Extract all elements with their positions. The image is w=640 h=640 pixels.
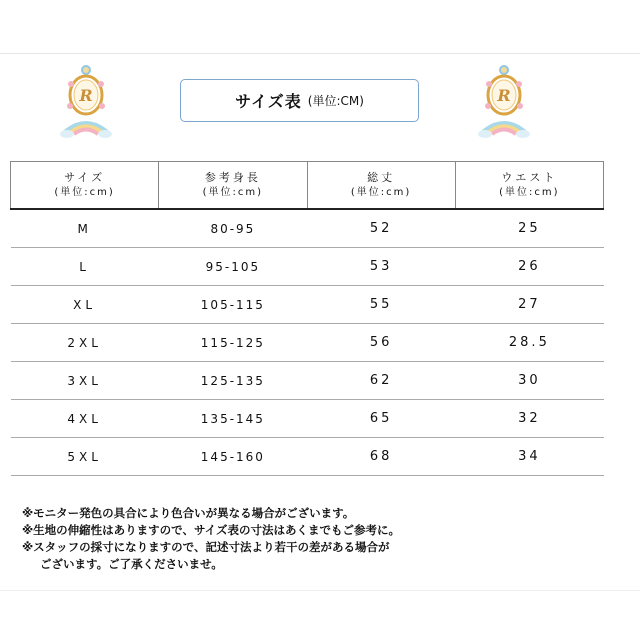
- brand-logo-left: [58, 62, 114, 140]
- table-row: [11, 362, 604, 400]
- cell-height: 80-95: [159, 209, 307, 248]
- header-length-unit: (単位:cm): [350, 187, 412, 198]
- header-waist-label: ウエスト: [501, 171, 558, 184]
- note-line: ございます。ご了承くださいませ。: [40, 557, 223, 571]
- cell-length: 56: [307, 324, 455, 362]
- table-row: [11, 248, 604, 286]
- top-divider: [0, 53, 640, 54]
- cell-waist: 25: [455, 209, 603, 248]
- header-height: [159, 162, 307, 210]
- header-size-unit: (単位:cm): [54, 187, 115, 198]
- size-table: [10, 161, 604, 476]
- header-waist: [455, 162, 603, 210]
- cell-size: 3XL: [11, 362, 159, 400]
- logo-letter-left: R: [79, 86, 93, 105]
- table-row: [11, 286, 604, 324]
- header-length: [307, 162, 455, 210]
- cell-length: 52: [307, 209, 455, 248]
- cell-waist: 28.5: [455, 324, 603, 362]
- logo-letter-right: R: [497, 86, 511, 105]
- table-header-row: [11, 162, 604, 210]
- cell-height: 115-125: [159, 324, 307, 362]
- cell-length: 62: [307, 362, 455, 400]
- cell-waist: 26: [455, 248, 603, 286]
- table-row: [11, 324, 604, 362]
- header-size: [11, 162, 159, 210]
- header-height-label: 参考身長: [204, 171, 261, 184]
- page-title: サイズ表: [235, 92, 302, 111]
- cell-length: 68: [307, 438, 455, 476]
- cell-length: 53: [307, 248, 455, 286]
- brand-logo-right: [476, 62, 532, 140]
- notes: [22, 505, 622, 573]
- header-length-label: 総丈: [367, 171, 396, 184]
- cell-size: 5XL: [11, 438, 159, 476]
- cell-size: M: [11, 209, 159, 248]
- cell-size: L: [11, 248, 159, 286]
- cell-height: 125-135: [159, 362, 307, 400]
- bottom-divider: [0, 590, 640, 591]
- cell-waist: 27: [455, 286, 603, 324]
- cell-waist: 30: [455, 362, 603, 400]
- header-size-label: サイズ: [64, 171, 106, 184]
- cell-size: 2XL: [11, 324, 159, 362]
- table-row: [11, 400, 604, 438]
- cell-size: XL: [11, 286, 159, 324]
- note-line: ※モニター発色の具合により色合いが異なる場合がございます。: [22, 506, 355, 520]
- table-row: [11, 209, 604, 248]
- title-unit: (単位:CM): [307, 94, 364, 108]
- cell-height: 135-145: [159, 400, 307, 438]
- cell-waist: 32: [455, 400, 603, 438]
- note-line: ※スタッフの採寸になりますので、記述寸法より若干の差がある場合が: [22, 540, 390, 554]
- cell-waist: 34: [455, 438, 603, 476]
- title-box: [180, 79, 419, 122]
- cell-length: 65: [307, 400, 455, 438]
- cell-height: 95-105: [159, 248, 307, 286]
- header-height-unit: (単位:cm): [202, 187, 264, 198]
- cell-size: 4XL: [11, 400, 159, 438]
- table-row: [11, 438, 604, 476]
- cell-height: 145-160: [159, 438, 307, 476]
- header-waist-unit: (単位:cm): [499, 187, 560, 198]
- cell-length: 55: [307, 286, 455, 324]
- cell-height: 105-115: [159, 286, 307, 324]
- note-line: ※生地の伸縮性はありますので、サイズ表の寸法はあくまでもご参考に。: [22, 523, 401, 537]
